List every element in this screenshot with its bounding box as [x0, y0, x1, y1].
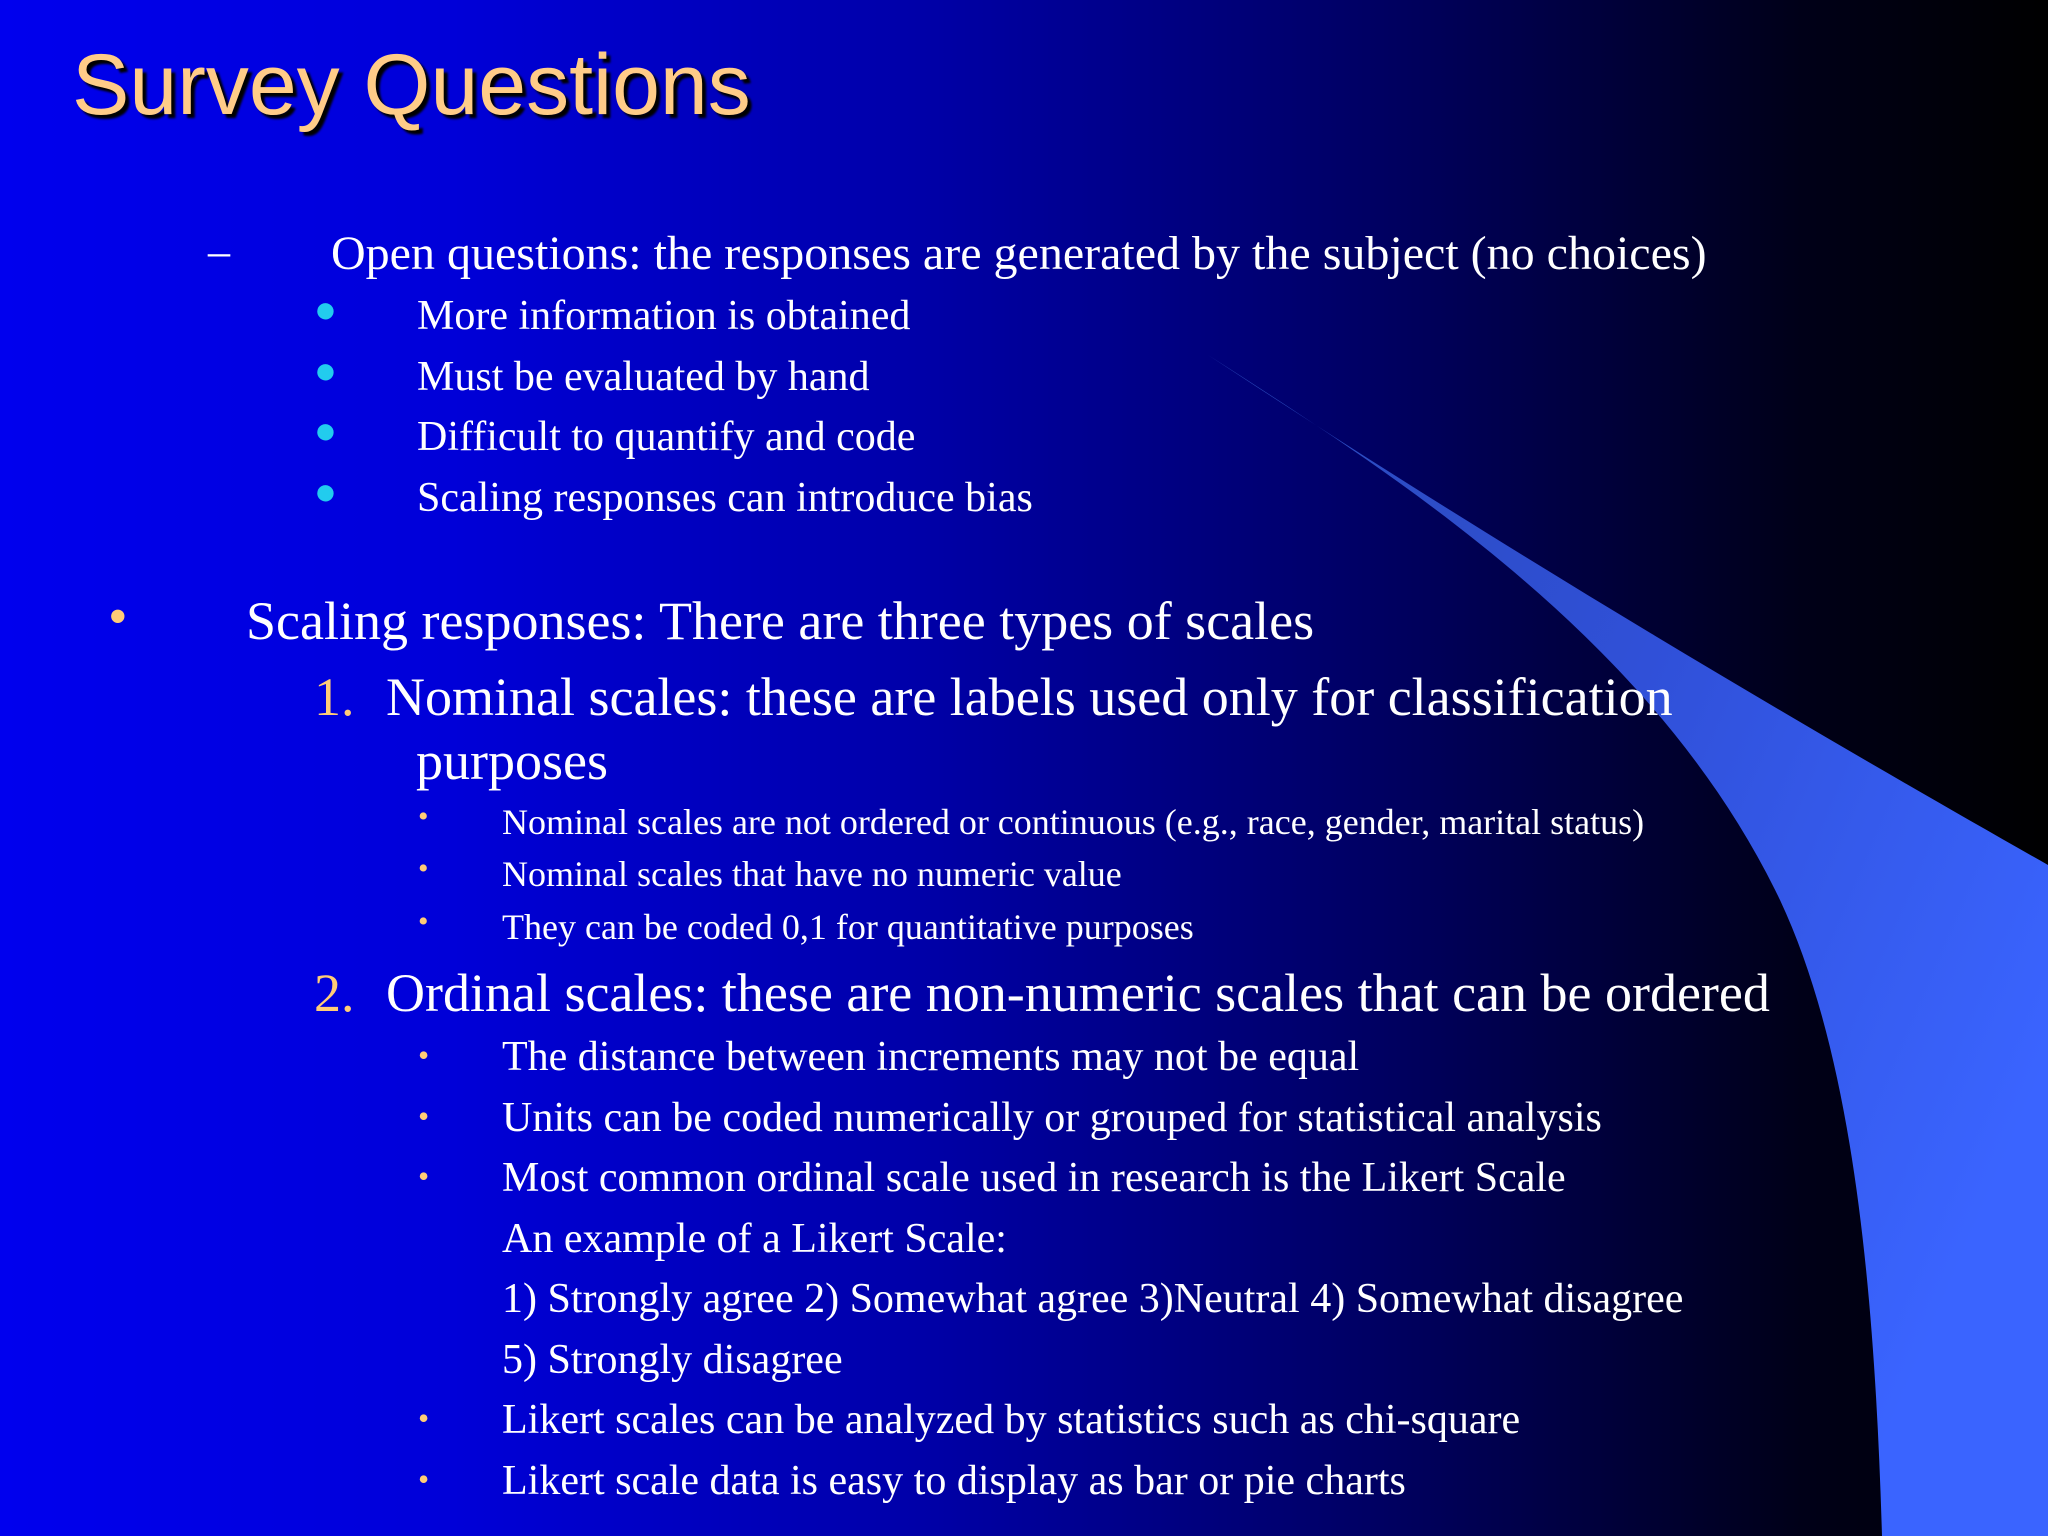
list-item: Nominal scales that have no numeric value — [502, 854, 1122, 894]
list-item: Likert scales can be analyzed by statistics such as chi-square — [502, 1397, 1521, 1443]
list-item: They can be coded 0,1 for quantitative purposes — [502, 907, 1194, 947]
bullet-dot-icon: • — [108, 586, 128, 648]
list-item: Units can be coded numerically or grouped for statistical analysis — [502, 1095, 1602, 1141]
bullet-dot-icon: • — [418, 1461, 430, 1497]
list-item: Difficult to quantify and code — [417, 414, 916, 460]
list-item: Most common ordinal scale used in research is the Likert Scale — [502, 1155, 1566, 1201]
bullet-dot-icon: • — [418, 1158, 430, 1194]
scaling-heading: Scaling responses: There are three types of scales — [246, 591, 1315, 651]
list-item: More information is obtained — [417, 293, 911, 339]
bullet-dot-icon: • — [418, 1400, 430, 1436]
list-number: 2. — [314, 963, 355, 1023]
list-item: Likert scale data is easy to display as bar or pie charts — [502, 1458, 1406, 1504]
bullet-dot-icon: • — [418, 1037, 430, 1073]
list-item: The distance between increments may not be equal — [502, 1034, 1360, 1080]
list-item: Scaling responses can introduce bias — [417, 475, 1033, 521]
likert-example-scale-cont: 5) Strongly disagree — [502, 1337, 843, 1383]
slide-title: Survey Questions — [72, 37, 751, 133]
list-item: Must be evaluated by hand — [417, 354, 870, 400]
list-item: Nominal scales are not ordered or continuous (e.g., race, gender, marital status) — [502, 802, 1645, 842]
nominal-heading-cont: purposes — [416, 731, 608, 791]
likert-example-scale: 1) Strongly agree 2) Somewhat agree 3)Neutral 4) Somewhat disagree — [502, 1276, 1684, 1322]
bullet-dot-icon: • — [418, 905, 429, 938]
nominal-heading: Nominal scales: these are labels used only for classification — [386, 667, 1673, 727]
bullet-dot-icon: • — [418, 800, 429, 833]
bullet-dot-icon: ● — [314, 350, 337, 392]
open-questions-text: Open questions: the responses are generated by the subject (no choices) — [331, 227, 1707, 280]
likert-example-label: An example of a Likert Scale: — [502, 1216, 1007, 1262]
bullet-dot-icon: • — [418, 852, 429, 885]
dash-marker: – — [208, 227, 230, 276]
list-number: 1. — [314, 667, 355, 727]
bullet-dot-icon: ● — [314, 289, 337, 331]
bullet-dot-icon: • — [418, 1098, 430, 1134]
bullet-dot-icon: ● — [314, 410, 337, 452]
ordinal-heading: Ordinal scales: these are non-numeric scales that can be ordered — [386, 963, 1770, 1023]
bullet-dot-icon: ● — [314, 471, 337, 513]
